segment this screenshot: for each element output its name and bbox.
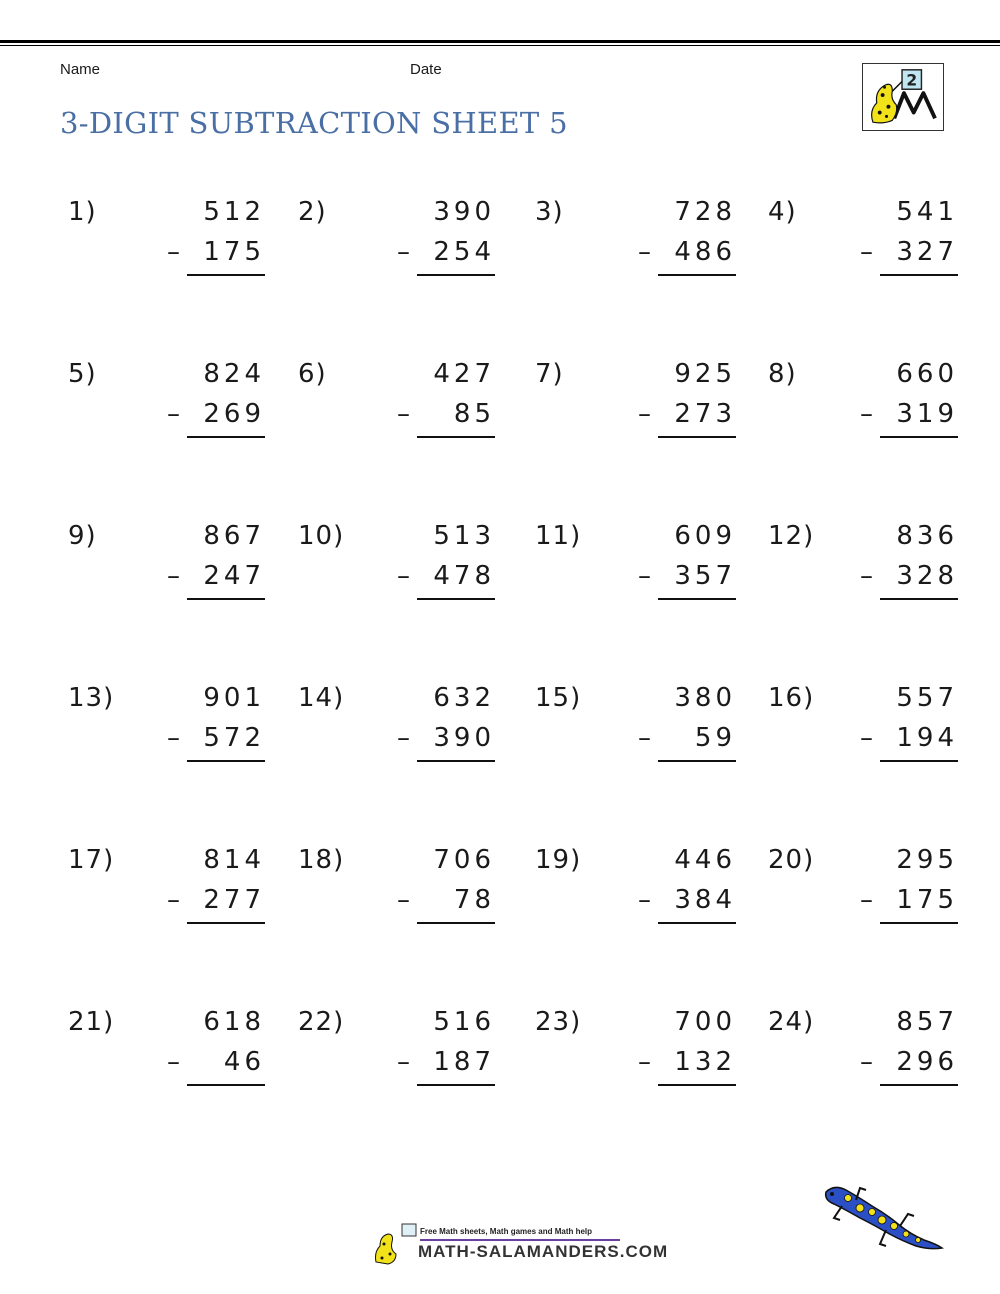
minus-sign: – bbox=[167, 885, 180, 915]
problem-22 bbox=[298, 1006, 495, 1126]
answer-line bbox=[417, 598, 495, 600]
subtrahend: 59 bbox=[694, 723, 736, 753]
problem-24 bbox=[768, 1006, 958, 1126]
minus-sign: – bbox=[860, 1047, 873, 1077]
subtrahend: 327 bbox=[896, 237, 958, 267]
subtrahend: 328 bbox=[896, 561, 958, 591]
answer-line bbox=[417, 760, 495, 762]
minuend: 867 bbox=[203, 521, 265, 551]
answer-line bbox=[880, 760, 958, 762]
answer-line bbox=[187, 598, 265, 600]
problem-21 bbox=[68, 1006, 265, 1126]
subtrahend: 269 bbox=[203, 399, 265, 429]
problem-15 bbox=[535, 682, 736, 802]
minus-sign: – bbox=[860, 399, 873, 429]
subtrahend: 390 bbox=[433, 723, 495, 753]
problem-number: 18) bbox=[298, 845, 345, 875]
subtrahend: 486 bbox=[674, 237, 736, 267]
minuend: 557 bbox=[896, 683, 958, 713]
minuend: 814 bbox=[203, 845, 265, 875]
problem-12 bbox=[768, 520, 958, 640]
problem-number: 15) bbox=[535, 683, 582, 713]
minuend: 609 bbox=[674, 521, 736, 551]
problem-number: 1) bbox=[68, 197, 97, 227]
problem-2 bbox=[298, 196, 495, 316]
problem-3 bbox=[535, 196, 736, 316]
answer-line bbox=[658, 760, 736, 762]
minuend: 618 bbox=[203, 1007, 265, 1037]
problem-number: 16) bbox=[768, 683, 815, 713]
problem-4 bbox=[768, 196, 958, 316]
subtrahend: 187 bbox=[433, 1047, 495, 1077]
minus-sign: – bbox=[638, 723, 651, 753]
answer-line bbox=[187, 274, 265, 276]
problem-number: 5) bbox=[68, 359, 97, 389]
answer-line bbox=[417, 436, 495, 438]
answer-line bbox=[880, 274, 958, 276]
problem-number: 11) bbox=[535, 521, 582, 551]
minus-sign: – bbox=[167, 399, 180, 429]
answer-line bbox=[417, 922, 495, 924]
subtrahend: 175 bbox=[896, 885, 958, 915]
problem-number: 3) bbox=[535, 197, 564, 227]
date-label: Date bbox=[410, 61, 442, 78]
subtrahend: 384 bbox=[674, 885, 736, 915]
problem-16 bbox=[768, 682, 958, 802]
answer-line bbox=[880, 436, 958, 438]
minus-sign: – bbox=[397, 723, 410, 753]
minus-sign: – bbox=[638, 237, 651, 267]
header-rule-thick bbox=[0, 40, 1000, 43]
answer-line bbox=[417, 274, 495, 276]
problem-number: 8) bbox=[768, 359, 797, 389]
minus-sign: – bbox=[638, 399, 651, 429]
subtrahend: 85 bbox=[453, 399, 495, 429]
answer-line bbox=[187, 922, 265, 924]
salamander-icon bbox=[820, 1182, 945, 1257]
minus-sign: – bbox=[167, 1047, 180, 1077]
problem-number: 22) bbox=[298, 1007, 345, 1037]
minus-sign: – bbox=[167, 237, 180, 267]
problem-number: 10) bbox=[298, 521, 345, 551]
problem-number: 14) bbox=[298, 683, 345, 713]
problem-number: 4) bbox=[768, 197, 797, 227]
minus-sign: – bbox=[167, 561, 180, 591]
minuend: 728 bbox=[674, 197, 736, 227]
problem-11 bbox=[535, 520, 736, 640]
minus-sign: – bbox=[397, 399, 410, 429]
answer-line bbox=[658, 922, 736, 924]
answer-line bbox=[880, 922, 958, 924]
problem-10 bbox=[298, 520, 495, 640]
subtrahend: 319 bbox=[896, 399, 958, 429]
problem-19 bbox=[535, 844, 736, 964]
subtrahend: 175 bbox=[203, 237, 265, 267]
problem-number: 24) bbox=[768, 1007, 815, 1037]
minuend: 513 bbox=[433, 521, 495, 551]
problem-number: 9) bbox=[68, 521, 97, 551]
problem-1 bbox=[68, 196, 265, 316]
minus-sign: – bbox=[397, 885, 410, 915]
minuend: 516 bbox=[433, 1007, 495, 1037]
problem-number: 7) bbox=[535, 359, 564, 389]
problem-number: 13) bbox=[68, 683, 115, 713]
minuend: 925 bbox=[674, 359, 736, 389]
answer-line bbox=[880, 1084, 958, 1086]
subtrahend: 247 bbox=[203, 561, 265, 591]
subtrahend: 478 bbox=[433, 561, 495, 591]
problem-number: 21) bbox=[68, 1007, 115, 1037]
problem-number: 2) bbox=[298, 197, 327, 227]
problem-6 bbox=[298, 358, 495, 478]
minuend: 660 bbox=[896, 359, 958, 389]
subtrahend: 46 bbox=[223, 1047, 265, 1077]
answer-line bbox=[880, 598, 958, 600]
minuend: 427 bbox=[433, 359, 495, 389]
problem-20 bbox=[768, 844, 958, 964]
problem-7 bbox=[535, 358, 736, 478]
problem-number: 17) bbox=[68, 845, 115, 875]
minuend: 541 bbox=[896, 197, 958, 227]
minus-sign: – bbox=[638, 1047, 651, 1077]
name-label: Name bbox=[60, 61, 101, 78]
problem-14 bbox=[298, 682, 495, 802]
answer-line bbox=[187, 1084, 265, 1086]
problem-23 bbox=[535, 1006, 736, 1126]
minuend: 836 bbox=[896, 521, 958, 551]
problem-8 bbox=[768, 358, 958, 478]
minus-sign: – bbox=[167, 723, 180, 753]
minuend: 512 bbox=[203, 197, 265, 227]
minus-sign: – bbox=[397, 237, 410, 267]
answer-line bbox=[658, 1084, 736, 1086]
answer-line bbox=[658, 436, 736, 438]
minuend: 706 bbox=[433, 845, 495, 875]
problem-5 bbox=[68, 358, 265, 478]
salamander-teacher-logo-icon bbox=[862, 63, 944, 131]
minus-sign: – bbox=[860, 561, 873, 591]
problem-13 bbox=[68, 682, 265, 802]
answer-line bbox=[187, 436, 265, 438]
minus-sign: – bbox=[638, 885, 651, 915]
minus-sign: – bbox=[397, 1047, 410, 1077]
minus-sign: – bbox=[860, 723, 873, 753]
answer-line bbox=[658, 274, 736, 276]
problem-number: 20) bbox=[768, 845, 815, 875]
subtrahend: 132 bbox=[674, 1047, 736, 1077]
footer-tagline: Free Math sheets, Math games and Math help bbox=[420, 1227, 593, 1236]
minuend: 857 bbox=[896, 1007, 958, 1037]
header-rule-thin bbox=[0, 45, 1000, 46]
answer-line bbox=[658, 598, 736, 600]
minuend: 824 bbox=[203, 359, 265, 389]
answer-line bbox=[187, 760, 265, 762]
minus-sign: – bbox=[397, 561, 410, 591]
minuend: 632 bbox=[433, 683, 495, 713]
minuend: 295 bbox=[896, 845, 958, 875]
minuend: 446 bbox=[674, 845, 736, 875]
footer-site-name: MATH-SALAMANDERS.COM bbox=[418, 1242, 669, 1261]
minus-sign: – bbox=[638, 561, 651, 591]
problem-number: 6) bbox=[298, 359, 327, 389]
logo-graphic bbox=[863, 64, 943, 130]
subtrahend: 357 bbox=[674, 561, 736, 591]
subtrahend: 273 bbox=[674, 399, 736, 429]
minuend: 700 bbox=[674, 1007, 736, 1037]
subtrahend: 194 bbox=[896, 723, 958, 753]
minuend: 901 bbox=[203, 683, 265, 713]
subtrahend: 296 bbox=[896, 1047, 958, 1077]
logo-badge: 2 bbox=[906, 71, 918, 90]
subtrahend: 78 bbox=[453, 885, 495, 915]
minus-sign: – bbox=[860, 237, 873, 267]
problem-18 bbox=[298, 844, 495, 964]
problem-number: 23) bbox=[535, 1007, 582, 1037]
problem-17 bbox=[68, 844, 265, 964]
answer-line bbox=[417, 1084, 495, 1086]
page-title: 3-DIGIT SUBTRACTION SHEET 5 bbox=[60, 106, 568, 140]
minus-sign: – bbox=[860, 885, 873, 915]
problem-9 bbox=[68, 520, 265, 640]
subtrahend: 254 bbox=[433, 237, 495, 267]
subtrahend: 572 bbox=[203, 723, 265, 753]
minuend: 390 bbox=[433, 197, 495, 227]
problem-number: 12) bbox=[768, 521, 815, 551]
minuend: 380 bbox=[674, 683, 736, 713]
subtrahend: 277 bbox=[203, 885, 265, 915]
problem-number: 19) bbox=[535, 845, 582, 875]
